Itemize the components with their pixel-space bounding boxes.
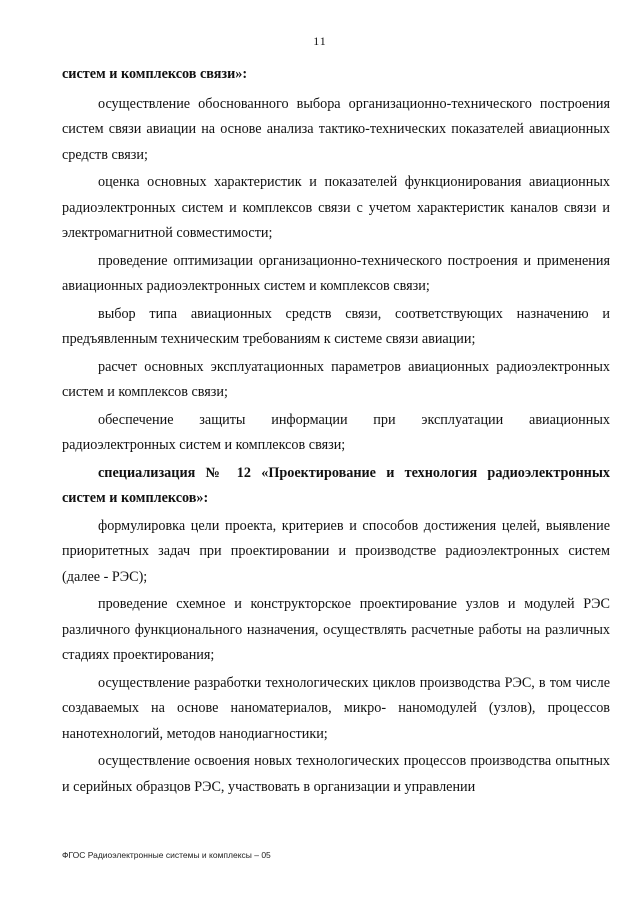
paragraph: проведение оптимизации организационно-технического построения и применения авиационных радиоэлектронных систем и комплексов связи; — [62, 252, 610, 294]
heading-continuation: систем и комплексов связи»: — [62, 66, 248, 82]
paragraph: обеспечение защиты информации при эксплуатации авиационных радиоэлектронных систем и комплексов связи; — [62, 411, 610, 453]
paragraph: выбор типа авиационных средств связи, соответствующих назначению и предъявленным техническим требованиям к системе связи авиации; — [62, 305, 610, 347]
document-body — [62, 62, 610, 802]
document-footer: ФГОС Радиоэлектронные системы и комплексы – 05 — [62, 850, 271, 860]
paragraph: осуществление освоения новых технологических процессов производства опытных и серийных образцов РЭС, участвовать в организации и управлении — [62, 753, 610, 795]
paragraph: оценка основных характеристик и показателей функционирования авиационных радиоэлектронных систем и комплексов связи с учетом характеристик каналов связи и электромагнитной совместимости; — [62, 174, 610, 241]
specialization-heading: специализация № 12 «Проектирование и технология радиоэлектронных систем и комплексов»: — [62, 464, 610, 506]
paragraph: осуществление разработки технологических циклов производства РЭС, в том числе создаваемых на основе наноматериалов, микро- наномодулей (узлов), процессов нанотехнологий, методов нанодиагностики; — [62, 674, 610, 742]
paragraph: расчет основных эксплуатационных параметров авиационных радиоэлектронных систем и комплексов связи; — [62, 358, 610, 400]
paragraph: осуществление обоснованного выбора организационно-технического построения систем связи авиации на основе анализа тактико-технических показателей авиационных средств связи; — [62, 95, 610, 163]
paragraph: формулировка цели проекта, критериев и способов достижения целей, выявление приоритетных задач при проектировании и производстве радиоэлектронных систем (далее - РЭС); — [62, 517, 610, 585]
paragraph: проведение схемное и конструкторское проектирование узлов и модулей РЭС различного функционального назначения, осуществлять расчетные работы на различных стадиях проектирования; — [62, 596, 610, 663]
page-number: 11 — [313, 34, 327, 48]
